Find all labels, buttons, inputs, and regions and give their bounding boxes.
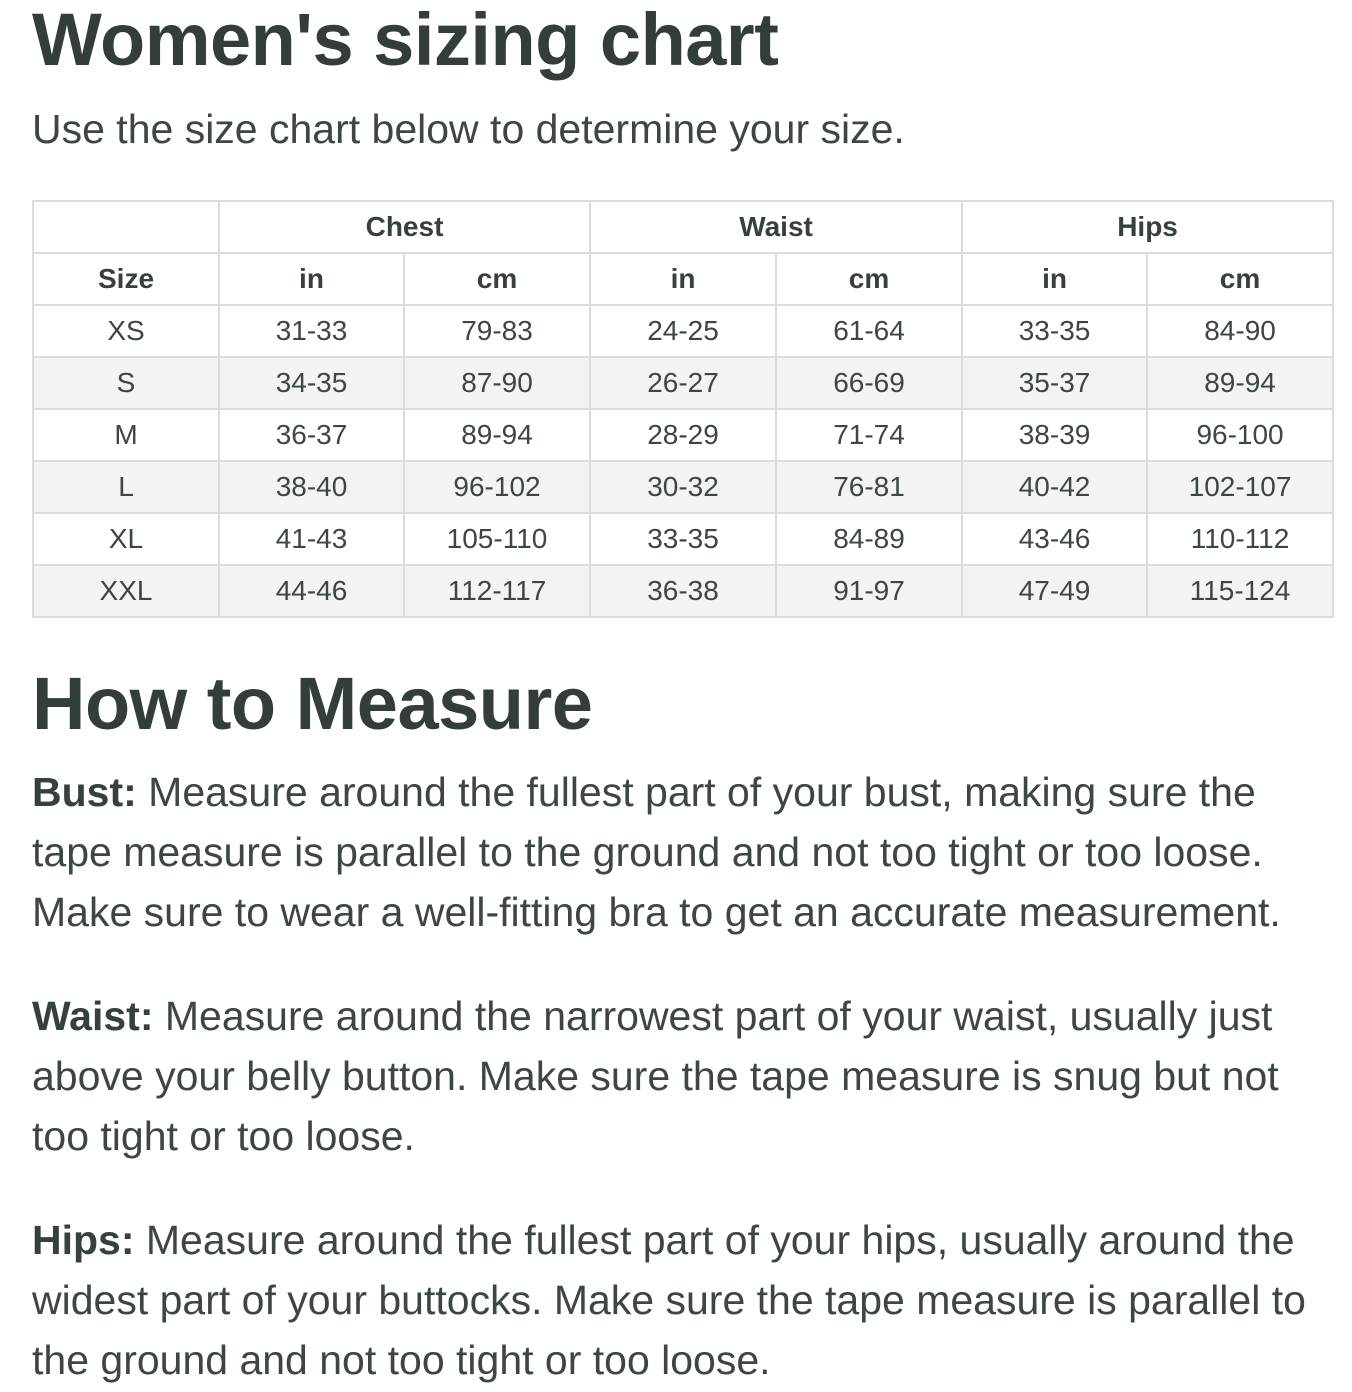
hips-cm-cell: 102-107 xyxy=(1147,461,1333,513)
chest-cm-cell: 79-83 xyxy=(404,305,590,357)
group-header-chest: Chest xyxy=(219,201,590,253)
waist-in-cell: 33-35 xyxy=(590,513,776,565)
waist-cm-cell: 76-81 xyxy=(776,461,962,513)
chest-cm-cell: 89-94 xyxy=(404,409,590,461)
size-chart-table xyxy=(32,200,1334,618)
bust-instruction xyxy=(32,762,1342,942)
how-to-measure-heading: How to Measure xyxy=(32,662,593,745)
hips-cm-cell: 89-94 xyxy=(1147,357,1333,409)
chest-in-cell: 38-40 xyxy=(219,461,404,513)
size-cell: S xyxy=(33,357,219,409)
hips-instruction xyxy=(32,1210,1342,1390)
chest-in-cell: 41-43 xyxy=(219,513,404,565)
page-title: Women's sizing chart xyxy=(32,0,779,81)
hips-text: Measure around the fullest part of your hips, usually around the widest part of your buttocks. Make sure the tape measure is parallel to the ground and not too tight or too loose. xyxy=(32,1217,1306,1383)
size-cell: L xyxy=(33,461,219,513)
table-row xyxy=(33,461,1333,513)
unit-header-hips-in: in xyxy=(962,253,1147,305)
hips-cm-cell: 84-90 xyxy=(1147,305,1333,357)
unit-header-chest-in: in xyxy=(219,253,404,305)
chest-in-cell: 31-33 xyxy=(219,305,404,357)
page-subtitle: Use the size chart below to determine your size. xyxy=(32,106,905,152)
bust-term: Bust: xyxy=(32,769,137,815)
table-row xyxy=(33,513,1333,565)
chest-cm-cell: 87-90 xyxy=(404,357,590,409)
hips-in-cell: 40-42 xyxy=(962,461,1147,513)
group-header-waist: Waist xyxy=(590,201,962,253)
chest-in-cell: 44-46 xyxy=(219,565,404,617)
hips-cm-cell: 110-112 xyxy=(1147,513,1333,565)
size-cell: XXL xyxy=(33,565,219,617)
chest-in-cell: 36-37 xyxy=(219,409,404,461)
chest-cm-cell: 96-102 xyxy=(404,461,590,513)
hips-in-cell: 38-39 xyxy=(962,409,1147,461)
waist-in-cell: 30-32 xyxy=(590,461,776,513)
unit-header-chest-cm: cm xyxy=(404,253,590,305)
unit-header-row xyxy=(33,253,1333,305)
size-header: Size xyxy=(33,253,219,305)
bust-text: Measure around the fullest part of your bust, making sure the tape measure is parallel to the ground and not too tight or too loose. Make sure to wear a well-fitting bra to get an accurate measurement. xyxy=(32,769,1281,935)
waist-cm-cell: 91-97 xyxy=(776,565,962,617)
hips-term: Hips: xyxy=(32,1217,135,1263)
hips-in-cell: 47-49 xyxy=(962,565,1147,617)
table-row xyxy=(33,565,1333,617)
chest-cm-cell: 112-117 xyxy=(404,565,590,617)
waist-in-cell: 28-29 xyxy=(590,409,776,461)
waist-cm-cell: 84-89 xyxy=(776,513,962,565)
chest-cm-cell: 105-110 xyxy=(404,513,590,565)
waist-in-cell: 36-38 xyxy=(590,565,776,617)
table-row xyxy=(33,357,1333,409)
hips-in-cell: 33-35 xyxy=(962,305,1147,357)
size-cell: XS xyxy=(33,305,219,357)
hips-in-cell: 35-37 xyxy=(962,357,1147,409)
group-header-hips: Hips xyxy=(962,201,1333,253)
unit-header-waist-in: in xyxy=(590,253,776,305)
chest-in-cell: 34-35 xyxy=(219,357,404,409)
table-row xyxy=(33,409,1333,461)
waist-cm-cell: 71-74 xyxy=(776,409,962,461)
size-cell: M xyxy=(33,409,219,461)
table-row xyxy=(33,305,1333,357)
waist-cm-cell: 66-69 xyxy=(776,357,962,409)
waist-in-cell: 24-25 xyxy=(590,305,776,357)
waist-instruction xyxy=(32,986,1342,1166)
unit-header-waist-cm: cm xyxy=(776,253,962,305)
waist-text: Measure around the narrowest part of your waist, usually just above your belly button. Make sure the tape measure is snug but not too tight or too loose. xyxy=(32,993,1279,1159)
waist-term: Waist: xyxy=(32,993,154,1039)
hips-in-cell: 43-46 xyxy=(962,513,1147,565)
unit-header-hips-cm: cm xyxy=(1147,253,1333,305)
waist-in-cell: 26-27 xyxy=(590,357,776,409)
hips-cm-cell: 115-124 xyxy=(1147,565,1333,617)
size-cell: XL xyxy=(33,513,219,565)
group-header-row xyxy=(33,201,1333,253)
waist-cm-cell: 61-64 xyxy=(776,305,962,357)
blank-header-cell xyxy=(33,201,219,253)
hips-cm-cell: 96-100 xyxy=(1147,409,1333,461)
